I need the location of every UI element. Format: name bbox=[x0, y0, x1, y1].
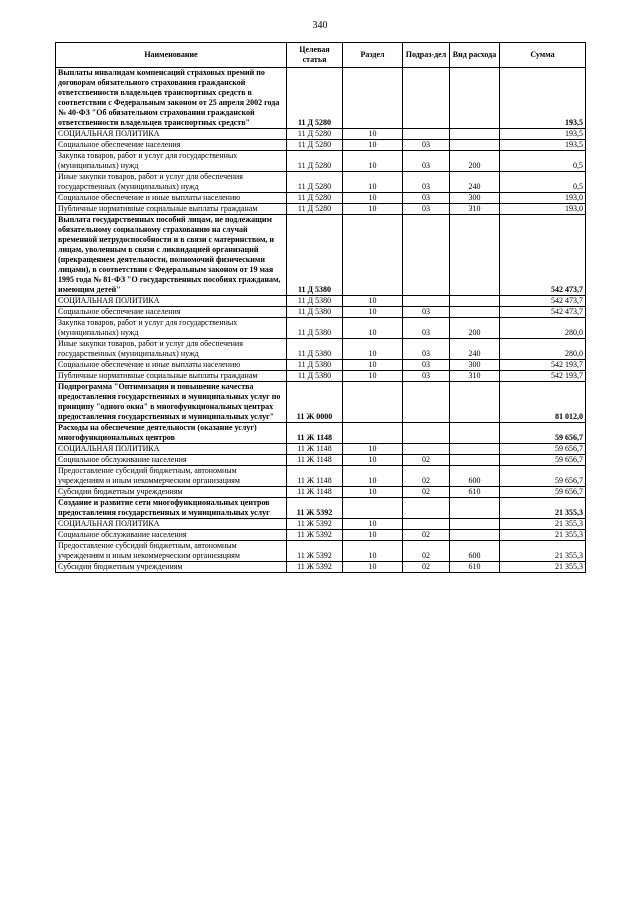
table-row bbox=[56, 541, 586, 562]
row-subsection: 03 bbox=[403, 371, 450, 382]
row-sum: 193,5 bbox=[500, 129, 586, 140]
row-target-article: 11 Д 5380 bbox=[287, 296, 343, 307]
row-name: Публичные нормативные социальные выплаты гражданам bbox=[56, 204, 287, 215]
row-subsection: 03 bbox=[403, 360, 450, 371]
row-section: 10 bbox=[343, 455, 403, 466]
row-sum: 59 656,7 bbox=[500, 444, 586, 455]
row-subsection: 02 bbox=[403, 487, 450, 498]
row-name: Субсидии бюджетным учреждениям bbox=[56, 487, 287, 498]
row-sum: 21 355,3 bbox=[500, 519, 586, 530]
row-subsection bbox=[403, 498, 450, 519]
row-sum: 542 473,7 bbox=[500, 215, 586, 296]
row-expense-kind bbox=[450, 530, 500, 541]
row-expense-kind bbox=[450, 68, 500, 129]
row-target-article: 11 Ж 0000 bbox=[287, 382, 343, 423]
row-sum: 21 355,3 bbox=[500, 562, 586, 573]
table-row bbox=[56, 204, 586, 215]
row-target-article: 11 Д 5380 bbox=[287, 371, 343, 382]
row-sum: 0,5 bbox=[500, 151, 586, 172]
row-subsection: 03 bbox=[403, 140, 450, 151]
row-subsection: 02 bbox=[403, 466, 450, 487]
row-subsection: 03 bbox=[403, 151, 450, 172]
table-row bbox=[56, 307, 586, 318]
row-subsection: 03 bbox=[403, 193, 450, 204]
row-subsection: 03 bbox=[403, 204, 450, 215]
row-subsection: 02 bbox=[403, 541, 450, 562]
table-row bbox=[56, 519, 586, 530]
row-name: Социальное обеспечение населения bbox=[56, 307, 287, 318]
row-subsection: 02 bbox=[403, 455, 450, 466]
row-expense-kind: 200 bbox=[450, 318, 500, 339]
row-name: СОЦИАЛЬНАЯ ПОЛИТИКА bbox=[56, 444, 287, 455]
row-section: 10 bbox=[343, 541, 403, 562]
row-name: Предоставление субсидий бюджетным, автономным учреждениям и иным некоммерческим организациям bbox=[56, 466, 287, 487]
row-target-article: 11 Д 5280 bbox=[287, 193, 343, 204]
row-sum: 59 656,7 bbox=[500, 466, 586, 487]
row-name: Создание и развитие сети многофункциональных центров предоставления государственных и муниципальных услуг bbox=[56, 498, 287, 519]
table-row bbox=[56, 129, 586, 140]
row-section: 10 bbox=[343, 296, 403, 307]
table-row bbox=[56, 68, 586, 129]
row-subsection: 03 bbox=[403, 339, 450, 360]
row-expense-kind: 240 bbox=[450, 339, 500, 360]
row-expense-kind bbox=[450, 307, 500, 318]
row-name: СОЦИАЛЬНАЯ ПОЛИТИКА bbox=[56, 296, 287, 307]
column-header-section: Раздел bbox=[343, 43, 403, 68]
row-subsection bbox=[403, 68, 450, 129]
row-sum: 542 193,7 bbox=[500, 360, 586, 371]
row-expense-kind: 300 bbox=[450, 193, 500, 204]
row-expense-kind bbox=[450, 129, 500, 140]
row-sum: 59 656,7 bbox=[500, 455, 586, 466]
row-subsection bbox=[403, 519, 450, 530]
row-section bbox=[343, 382, 403, 423]
row-expense-kind: 200 bbox=[450, 151, 500, 172]
row-expense-kind: 300 bbox=[450, 360, 500, 371]
row-section bbox=[343, 215, 403, 296]
row-subsection bbox=[403, 444, 450, 455]
row-sum: 81 012,0 bbox=[500, 382, 586, 423]
table-row bbox=[56, 371, 586, 382]
row-sum: 193,5 bbox=[500, 140, 586, 151]
row-section: 10 bbox=[343, 360, 403, 371]
row-name: Социальное обеспечение и иные выплаты населению bbox=[56, 360, 287, 371]
row-expense-kind: 600 bbox=[450, 466, 500, 487]
row-sum: 59 656,7 bbox=[500, 423, 586, 444]
row-sum: 21 355,3 bbox=[500, 498, 586, 519]
page-number: 340 bbox=[312, 20, 328, 31]
row-sum: 59 656,7 bbox=[500, 487, 586, 498]
row-target-article: 11 Д 5380 bbox=[287, 215, 343, 296]
row-name: Расходы на обеспечение деятельности (оказание услуг) многофункциональных центров bbox=[56, 423, 287, 444]
row-target-article: 11 Ж 5392 bbox=[287, 541, 343, 562]
row-section: 10 bbox=[343, 140, 403, 151]
table-row bbox=[56, 140, 586, 151]
row-subsection bbox=[403, 129, 450, 140]
table-row bbox=[56, 466, 586, 487]
row-section bbox=[343, 68, 403, 129]
row-sum: 280,0 bbox=[500, 339, 586, 360]
row-target-article: 11 Ж 5392 bbox=[287, 530, 343, 541]
row-sum: 21 355,3 bbox=[500, 541, 586, 562]
table-row bbox=[56, 360, 586, 371]
row-name: Закупка товаров, работ и услуг для государственных (муниципальных) нужд bbox=[56, 318, 287, 339]
row-sum: 542 193,7 bbox=[500, 371, 586, 382]
table-header bbox=[56, 43, 586, 68]
column-header-target-article: Целевая статья bbox=[287, 43, 343, 68]
row-name: Социальное обеспечение населения bbox=[56, 140, 287, 151]
row-sum: 542 473,7 bbox=[500, 307, 586, 318]
row-name: Субсидии бюджетным учреждениям bbox=[56, 562, 287, 573]
row-name: Выплаты инвалидам компенсаций страховых премий по договорам обязательного страхования гражданской ответственности владельцев транспортных средств в соответствии с Федеральным законом от 25 апреля 2002 года № 40-ФЗ "Об обязательном страховании гражданской ответственности владельцев транспортных средств" bbox=[56, 68, 287, 129]
row-name: Закупка товаров, работ и услуг для государственных (муниципальных) нужд bbox=[56, 151, 287, 172]
row-target-article: 11 Ж 5392 bbox=[287, 498, 343, 519]
row-name: Предоставление субсидий бюджетным, автономным учреждениям и иным некоммерческим организациям bbox=[56, 541, 287, 562]
row-target-article: 11 Д 5280 bbox=[287, 172, 343, 193]
row-section bbox=[343, 423, 403, 444]
row-name: Социальное обеспечение и иные выплаты населению bbox=[56, 193, 287, 204]
row-expense-kind bbox=[450, 296, 500, 307]
row-name: Социальное обслуживание населения bbox=[56, 455, 287, 466]
row-target-article: 11 Ж 1148 bbox=[287, 466, 343, 487]
budget-table bbox=[55, 42, 586, 573]
row-target-article: 11 Д 5380 bbox=[287, 318, 343, 339]
row-subsection bbox=[403, 382, 450, 423]
row-target-article: 11 Д 5380 bbox=[287, 339, 343, 360]
row-section: 10 bbox=[343, 339, 403, 360]
row-section: 10 bbox=[343, 519, 403, 530]
row-subsection: 03 bbox=[403, 172, 450, 193]
row-section: 10 bbox=[343, 151, 403, 172]
row-subsection: 02 bbox=[403, 530, 450, 541]
table-row bbox=[56, 151, 586, 172]
row-name: СОЦИАЛЬНАЯ ПОЛИТИКА bbox=[56, 129, 287, 140]
row-name: Социальное обслуживание населения bbox=[56, 530, 287, 541]
table-row bbox=[56, 455, 586, 466]
table-row bbox=[56, 318, 586, 339]
row-expense-kind bbox=[450, 498, 500, 519]
row-target-article: 11 Ж 1148 bbox=[287, 455, 343, 466]
table-row bbox=[56, 339, 586, 360]
table-row bbox=[56, 562, 586, 573]
row-expense-kind bbox=[450, 215, 500, 296]
row-sum: 193,0 bbox=[500, 193, 586, 204]
row-section: 10 bbox=[343, 371, 403, 382]
row-target-article: 11 Д 5280 bbox=[287, 68, 343, 129]
table-row bbox=[56, 296, 586, 307]
table-row bbox=[56, 172, 586, 193]
row-expense-kind: 310 bbox=[450, 371, 500, 382]
row-sum: 193,5 bbox=[500, 68, 586, 129]
row-section: 10 bbox=[343, 530, 403, 541]
row-target-article: 11 Ж 1148 bbox=[287, 423, 343, 444]
table-row bbox=[56, 382, 586, 423]
table-body bbox=[56, 68, 586, 573]
row-expense-kind: 610 bbox=[450, 487, 500, 498]
column-header-sum: Сумма bbox=[500, 43, 586, 68]
row-section: 10 bbox=[343, 193, 403, 204]
row-subsection: 02 bbox=[403, 562, 450, 573]
table-row bbox=[56, 193, 586, 204]
table-row bbox=[56, 487, 586, 498]
row-section bbox=[343, 498, 403, 519]
row-expense-kind bbox=[450, 444, 500, 455]
row-expense-kind: 600 bbox=[450, 541, 500, 562]
row-expense-kind: 610 bbox=[450, 562, 500, 573]
row-expense-kind bbox=[450, 455, 500, 466]
row-section: 10 bbox=[343, 172, 403, 193]
row-name: Иные закупки товаров, работ и услуг для обеспечения государственных (муниципальных) нужд bbox=[56, 172, 287, 193]
row-section: 10 bbox=[343, 466, 403, 487]
table-row bbox=[56, 530, 586, 541]
row-section: 10 bbox=[343, 487, 403, 498]
row-sum: 193,0 bbox=[500, 204, 586, 215]
row-name: Иные закупки товаров, работ и услуг для обеспечения государственных (муниципальных) нужд bbox=[56, 339, 287, 360]
column-header-expense-kind: Вид расхода bbox=[450, 43, 500, 68]
row-subsection: 03 bbox=[403, 307, 450, 318]
row-expense-kind bbox=[450, 382, 500, 423]
row-name: Подпрограмма "Оптимизация и повышение качества предоставления государственных и муниципальных услуг по принципу "одного окна" в многофункциональных центрах предоставления государственных и муниципальных услуг" bbox=[56, 382, 287, 423]
row-section: 10 bbox=[343, 562, 403, 573]
row-expense-kind bbox=[450, 519, 500, 530]
row-target-article: 11 Д 5280 bbox=[287, 129, 343, 140]
row-name: Публичные нормативные социальные выплаты гражданам bbox=[56, 371, 287, 382]
table-row bbox=[56, 444, 586, 455]
row-target-article: 11 Д 5280 bbox=[287, 204, 343, 215]
row-subsection bbox=[403, 296, 450, 307]
row-target-article: 11 Ж 1148 bbox=[287, 487, 343, 498]
row-expense-kind: 310 bbox=[450, 204, 500, 215]
row-expense-kind: 240 bbox=[450, 172, 500, 193]
row-target-article: 11 Д 5380 bbox=[287, 360, 343, 371]
row-expense-kind bbox=[450, 423, 500, 444]
row-sum: 542 473,7 bbox=[500, 296, 586, 307]
column-header-subsection: Подраз-дел bbox=[403, 43, 450, 68]
row-section: 10 bbox=[343, 307, 403, 318]
table-row bbox=[56, 498, 586, 519]
row-section: 10 bbox=[343, 318, 403, 339]
row-name: СОЦИАЛЬНАЯ ПОЛИТИКА bbox=[56, 519, 287, 530]
row-target-article: 11 Д 5280 bbox=[287, 151, 343, 172]
row-section: 10 bbox=[343, 444, 403, 455]
table-row bbox=[56, 215, 586, 296]
row-sum: 0,5 bbox=[500, 172, 586, 193]
row-section: 10 bbox=[343, 204, 403, 215]
row-target-article: 11 Ж 1148 bbox=[287, 444, 343, 455]
row-sum: 21 355,3 bbox=[500, 530, 586, 541]
row-subsection bbox=[403, 423, 450, 444]
row-target-article: 11 Ж 5392 bbox=[287, 519, 343, 530]
row-target-article: 11 Д 5380 bbox=[287, 307, 343, 318]
row-section: 10 bbox=[343, 129, 403, 140]
row-sum: 280,0 bbox=[500, 318, 586, 339]
row-target-article: 11 Д 5280 bbox=[287, 140, 343, 151]
row-target-article: 11 Ж 5392 bbox=[287, 562, 343, 573]
column-header-name: Наименование bbox=[56, 43, 287, 68]
table-row bbox=[56, 423, 586, 444]
row-subsection: 03 bbox=[403, 318, 450, 339]
row-expense-kind bbox=[450, 140, 500, 151]
row-subsection bbox=[403, 215, 450, 296]
row-name: Выплата государственных пособий лицам, не подлежащим обязательному социальному страхованию на случай временной нетрудоспособности и в связи с материнством, и лицам, уволенным в связи с ликвидацией организаций (прекращением деятельности, полномочий физическими лицами), в соответствии с Федеральным законом от 19 мая 1995 года № 81-ФЗ "О государственных пособиях гражданам, имеющим детей" bbox=[56, 215, 287, 296]
